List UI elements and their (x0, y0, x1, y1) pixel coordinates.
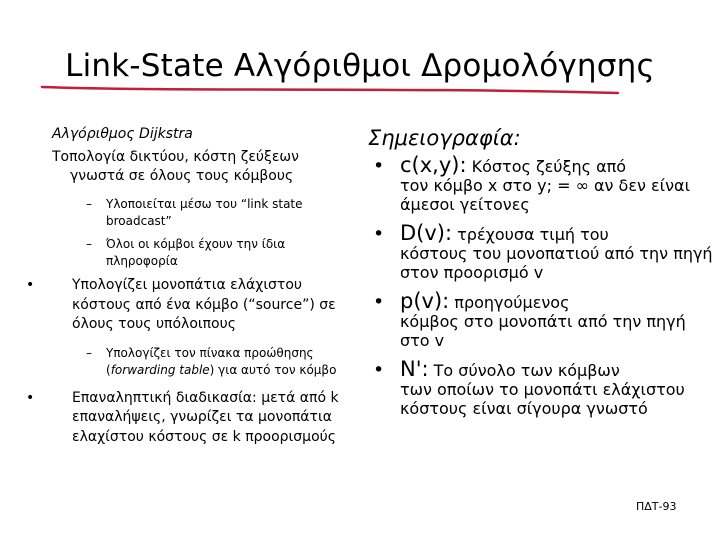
sub-item-text-b: ) για αυτό τον κόμβο (209, 362, 337, 377)
bullet-dot: • (26, 277, 35, 293)
topology-intro: Τοπολογία δικτύου, κόστη ζεύξεων γνωστά σε όλους τους κόμβους (52, 149, 299, 184)
notation-text-2: των οποίων το μονοπάτι ελάχιστου κόστους είναι σίγουρα γνωστό (400, 380, 685, 418)
notation-text-1: Το σύνολο των κόμβων (428, 361, 620, 380)
sub-item (52, 345, 352, 379)
sub-item-text-a: Υπολογίζει τον πίνακα προώθησης ( (106, 345, 314, 377)
bullet-dot: • (373, 359, 385, 381)
notation-term: p(v): (400, 289, 450, 313)
dash-glyph: – (86, 237, 92, 251)
sub-item (52, 196, 352, 230)
notation-item (368, 289, 713, 350)
notation-item (368, 357, 713, 418)
notation-text-2: κόμβος στο μονοπάτι από την πηγή στο v (400, 312, 686, 350)
notation-term: N': (400, 357, 429, 381)
right-column (368, 126, 713, 428)
notation-term: D(v): (400, 221, 453, 245)
bullet-item (26, 389, 352, 448)
bullet-text: Υπολογίζει μονοπάτια ελάχιστου κόστους από ένα κόμβο (“source”) σε όλους τους υπόλοιπους (72, 277, 336, 332)
left-column (26, 126, 352, 457)
sub-item-text-em: forwarding table (110, 362, 210, 377)
bullet-dot: • (373, 223, 385, 245)
sub-item (52, 236, 352, 270)
notation-text-1: προηγούμενος (449, 293, 570, 312)
notation-item (368, 153, 713, 214)
bullet-text: Επαναληπτική διαδικασία: μετά από k επαναλήψεις, γνωρίζει τα μονοπάτια ελαχίστου κόστους σε k προορισμούς (72, 389, 339, 445)
bullet-dot: • (26, 389, 35, 406)
bullet-item (26, 276, 352, 335)
notation-item (368, 221, 713, 282)
dash-glyph: – (86, 197, 92, 211)
notation-text-2: κόστους του μονοπατιού από την πηγή στον προορισμό v (400, 244, 713, 282)
sub-item-text: Όλοι οι κόμβοι έχουν την ίδια πληροφορία (106, 237, 286, 268)
title-underline (40, 84, 620, 96)
bullet-dot: • (373, 155, 385, 177)
dijkstra-heading: Αλγόριθμος Dijkstra (52, 126, 193, 142)
page-title: Link-State Αλγόριθμοι Δρομολόγησης (65, 48, 655, 84)
sub-item-text: Υλοποιείται μέσω του “link state broadcast” (106, 197, 303, 228)
notation-term: c(x,y): (400, 153, 467, 177)
notation-text-1: τρέχουσα τιμή του (452, 225, 609, 244)
notation-text-2: τον κόμβο x στο y; = ∞ αν δεν είναι άμεσοι γείτονες (400, 176, 690, 214)
bullet-dot: • (373, 291, 385, 313)
notation-text-1: Κόστος ζεύξης από (466, 157, 627, 176)
slide-number: ΠΔΤ-93 (636, 500, 677, 513)
dash-glyph: – (86, 345, 92, 360)
notation-heading: Σημειογραφία: (368, 126, 521, 150)
